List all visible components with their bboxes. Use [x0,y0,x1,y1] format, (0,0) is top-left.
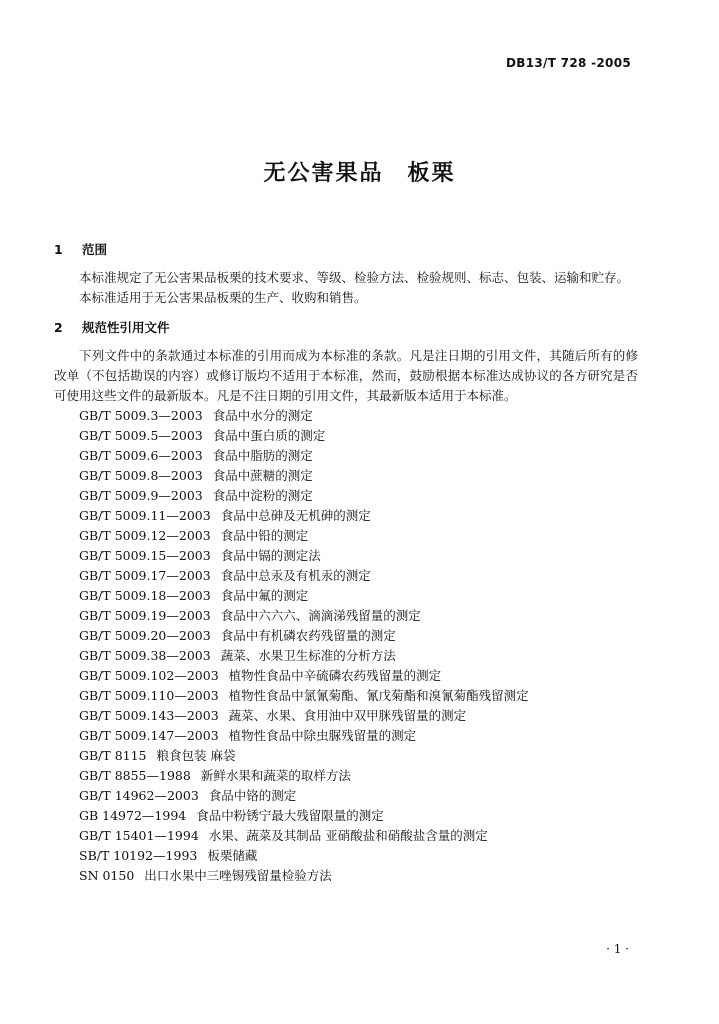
reference-code: GB 14972—1994 [79,808,187,823]
section-heading [54,240,638,260]
reference-item [54,566,638,586]
page-number: · 1 · [606,942,629,956]
reference-code: GB/T 5009.102—2003 [79,668,219,683]
reference-item [54,846,638,866]
reference-list [54,406,638,886]
reference-item [54,826,638,846]
paragraph: 本标准规定了无公害果品板栗的技术要求、等级、检验方法、检验规则、标志、包装、运输和贮存。 [79,270,630,285]
reference-title: 水果、蔬菜及其制品 亚硝酸盐和硝酸盐含量的测定 [208,828,488,843]
reference-code: GB/T 5009.20—2003 [79,628,211,643]
reference-item [54,406,638,426]
reference-title: 食品中氟的测定 [220,588,309,603]
reference-title: 植物性食品中氯氰菊酯、氰戊菊酯和溴氰菊酯残留测定 [228,688,529,703]
reference-item [54,506,638,526]
reference-title: 食品中六六六、滴滴涕残留量的测定 [220,608,421,623]
reference-code: GB/T 5009.17—2003 [79,568,211,583]
reference-title: 食品中蛋白质的测定 [212,428,326,443]
reference-title: 食品中总汞及有机汞的测定 [220,568,371,583]
reference-code: GB/T 5009.11—2003 [79,508,211,523]
reference-item [54,726,638,746]
document-title: 无公害果品 板栗 [263,161,456,186]
section-number: 1 [54,242,63,257]
reference-title: 食品中有机磷农药残留量的测定 [220,628,396,643]
reference-code: GB/T 5009.147—2003 [79,728,219,743]
reference-title: 蔬菜、水果卫生标准的分析方法 [220,648,396,663]
reference-code: GB/T 5009.19—2003 [79,608,211,623]
reference-code: GB/T 8855—1988 [79,768,191,783]
reference-code: GB/T 5009.110—2003 [79,688,219,703]
reference-code: GB/T 15401—1994 [79,828,199,843]
paragraph: 下列文件中的条款通过本标准的引用而成为本标准的条款。凡是注日期的引用文件，其随后所有的修改单（不包括勘误的内容）或修订版均不适用于本标准，然而，鼓励根据本标准达成协议的各方研究是否可使用这些文件的最新版本。凡是不注日期的引用文件，其最新版本适用于本标准。 [54,348,638,403]
reference-item [54,746,638,766]
reference-item [54,686,638,706]
paragraph: 本标准适用于无公害果品板栗的生产、收购和销售。 [79,290,367,305]
reference-title: 出口水果中三唑锡残留量检验方法 [144,868,332,883]
reference-code: GB/T 5009.12—2003 [79,528,211,543]
reference-title: 新鲜水果和蔬菜的取样方法 [200,768,351,783]
reference-code: GB/T 5009.143—2003 [79,708,219,723]
reference-title: 植物性食品中辛硫磷农药残留量的测定 [228,668,442,683]
reference-item [54,526,638,546]
reference-item [54,486,638,506]
reference-title: 食品中铬的测定 [208,788,297,803]
reference-item [54,446,638,466]
standard-code: DB13/T 728 -2005 [506,56,631,70]
reference-title: 食品中蔗糖的测定 [212,468,313,483]
reference-item [54,706,638,726]
reference-code: GB/T 5009.6—2003 [79,448,203,463]
reference-item [54,606,638,626]
reference-item [54,646,638,666]
reference-code: GB/T 5009.38—2003 [79,648,211,663]
reference-title: 食品中水分的测定 [212,408,313,423]
reference-item [54,626,638,646]
reference-item [54,766,638,786]
reference-title: 食品中粉锈宁最大残留限量的测定 [196,808,384,823]
reference-code: GB/T 8115 [79,748,147,763]
section-heading [54,318,638,338]
reference-item [54,586,638,606]
reference-title: 蔬菜、水果、食用油中双甲脒残留量的测定 [228,708,467,723]
reference-code: GB/T 5009.18—2003 [79,588,211,603]
reference-item [54,466,638,486]
section-number: 2 [54,320,63,335]
reference-code: GB/T 5009.15—2003 [79,548,211,563]
section-title: 范围 [82,242,108,257]
reference-title: 植物性食品中除虫脲残留量的测定 [228,728,417,743]
reference-item [54,806,638,826]
reference-title: 板栗储藏 [207,848,258,863]
reference-code: SN 0150 [79,868,135,883]
reference-item [54,426,638,446]
reference-title: 食品中淀粉的测定 [212,488,313,503]
reference-code: SB/T 10192—1993 [79,848,198,863]
reference-title: 食品中镉的测定法 [220,548,321,563]
section-title: 规范性引用文件 [82,320,170,335]
reference-code: GB/T 5009.9—2003 [79,488,203,503]
reference-code: GB/T 5009.8—2003 [79,468,203,483]
reference-title: 食品中铅的测定 [220,528,309,543]
reference-code: GB/T 14962—2003 [79,788,199,803]
reference-title: 食品中总砷及无机砷的测定 [220,508,371,523]
reference-item [54,546,638,566]
reference-title: 粮食包装 麻袋 [156,748,236,763]
reference-item [54,866,638,886]
reference-item [54,786,638,806]
reference-code: GB/T 5009.3—2003 [79,408,203,423]
document-body [54,236,638,886]
reference-code: GB/T 5009.5—2003 [79,428,203,443]
reference-title: 食品中脂肪的测定 [212,448,313,463]
reference-item [54,666,638,686]
